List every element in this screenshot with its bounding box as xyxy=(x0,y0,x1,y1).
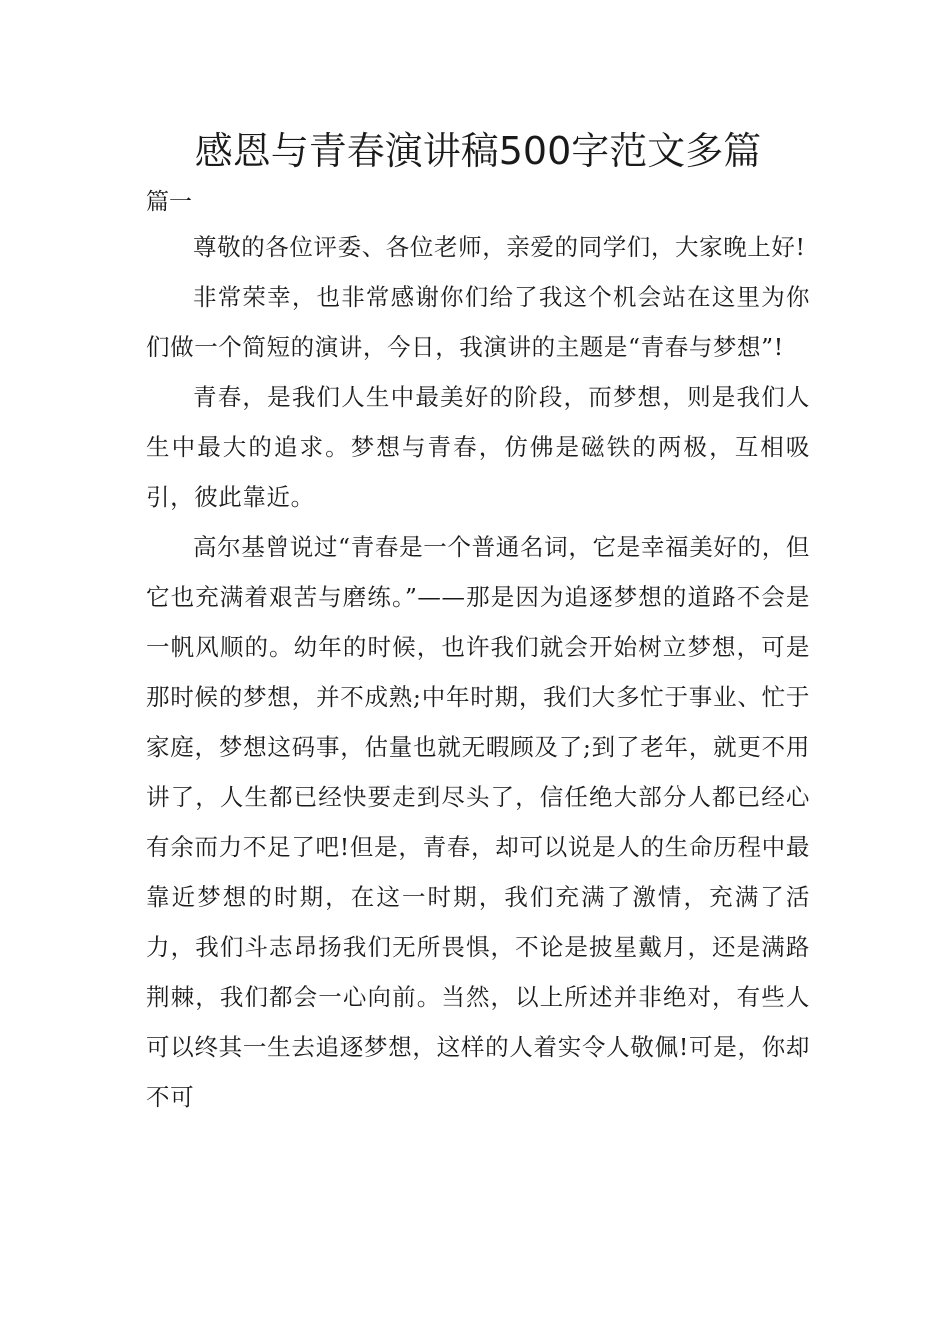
paragraph-gorky-quote: 高尔基曾说过“青春是一个普通名词，它是幸福美好的，但它也充满着艰苦与磨练。”——那是因为追逐梦想的道路不会是一帆风顺的。幼年的时候，也许我们就会开始树立梦想，可是那时候的梦想，并不成熟;中年时期，我们大多忙于事业、忙于家庭，梦想这码事，估量也就无暇顾及了;到了老年，就更不用讲了，人生都已经快要走到尽头了，信任绝大部分人都已经心有余而力不足了吧!但是，青春，却可以说是人的生命历程中最靠近梦想的时期，在这一时期，我们充满了激情，充满了活力，我们斗志昂扬我们无所畏惧，不论是披星戴月，还是满路荆棘，我们都会一心向前。当然，以上所述并非绝对，有些人可以终其一生去追逐梦想，这样的人着实令人敬佩!可是，你却不可 xyxy=(146,533,810,1111)
paragraph-intro: 非常荣幸，也非常感谢你们给了我这个机会站在这里为你们做一个简短的演讲，今日，我演讲的主题是“青春与梦想”! xyxy=(146,283,810,361)
section-label: 篇一 xyxy=(146,189,192,215)
document-page xyxy=(146,120,810,1122)
paragraph-youth-dream: 青春，是我们人生中最美好的阶段，而梦想，则是我们人生中最大的追求。梦想与青春，仿佛是磁铁的两极，互相吸引，彼此靠近。 xyxy=(146,383,810,511)
paragraph-greeting: 尊敬的各位评委、各位老师，亲爱的同学们，大家晚上好! xyxy=(193,233,806,261)
document-title: 感恩与青春演讲稿500字范文多篇 xyxy=(194,129,762,173)
